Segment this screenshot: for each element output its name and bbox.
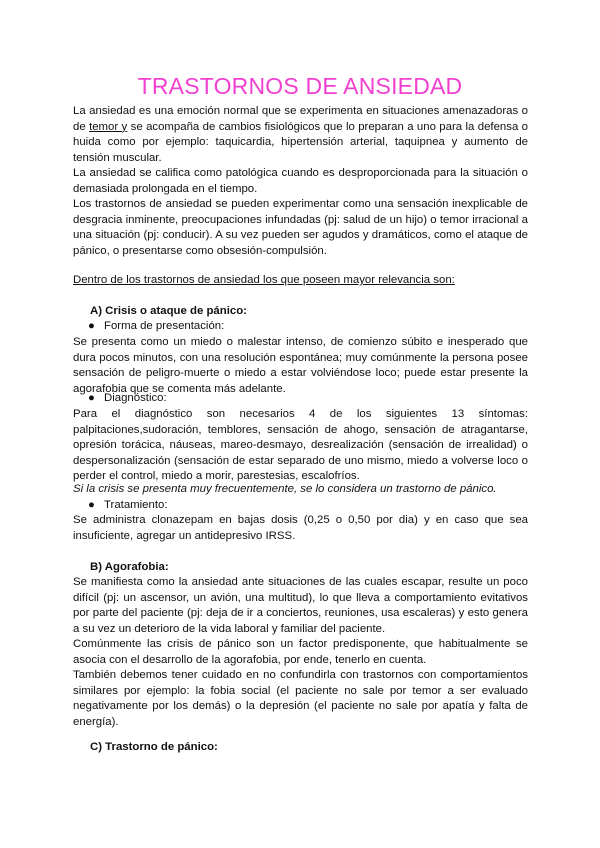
section-b-paragraph-1: Se manifiesta como la ansiedad ante situaciones de las cuales escapar, resulte un poco difícil (pj: un ascensor, un avión, una multitud), lo que lleva a comportamiento evitativos por parte del paciente (pj: deja de ir a conciertos, reuniones, usa escaleras) y esto genera a su vez un deterioro de la vida laboral y familiar del paciente. xyxy=(73,576,528,635)
document-title: TRASTORNOS DE ANSIEDAD xyxy=(137,73,463,99)
relevance-subtitle: Dentro de los trastornos de ansiedad los que poseen mayor relevancia son: xyxy=(73,274,455,286)
section-a-diagnosis-text: Para el diagnóstico son necesarios 4 de los siguientes 13 síntomas: palpitaciones,sudoración, temblores, sensación de ahogo, sensación de atragantarse, opresión torácica, náuseas, mareo-desmayo, desrealización (sensación de irrealidad) o despersonalización (sensación de estar separado de uno mismo, miedo a volverse loco o perder el control, miedo a morir, parestesias, escalofríos. xyxy=(73,408,528,483)
section-a-italic-note: Si la crisis se presenta muy frecuentemente, se lo considera un trastorno de pánico. xyxy=(73,483,497,495)
section-b-paragraph-2: Comúnmente las crisis de pánico son un factor predisponente, que habitualmente se asocia con el desarrollo de la agorafobia, por ende, tenerlo en cuenta. xyxy=(73,638,528,666)
section-b-paragraph-3: También debemos tener cuidado en no confundirla con trastornos con comportamientos similares por ejemplo: la fobia social (el paciente no sale por temor a ser evaluado negativamente por los demás) o la depresión (el paciente no sale por apatía y falta de energía). xyxy=(73,669,528,728)
bullet-icon: ● xyxy=(88,499,95,511)
section-a-presentation-text: Se presenta como un miedo o malestar intenso, de comienzo súbito e inesperado que dura pocos minutos, con una resolución espontánea; muy comúnmente la persona posee sensación de peligro-muerte o miedo a estar volviéndose loco; puede estar presente la agorafobia que se comenta más adelante. xyxy=(73,336,528,395)
section-a-heading: A) Crisis o ataque de pánico: xyxy=(90,305,247,317)
bullet-icon: ● xyxy=(88,320,95,332)
bullet-forma-presentacion: ● Forma de presentación: xyxy=(88,319,508,335)
section-b-heading: B) Agorafobia: xyxy=(90,561,169,573)
bullet-diagnostico: ● Diagnóstico: xyxy=(88,391,508,407)
section-a-treatment-text: Se administra clonazepam en bajas dosis (0,25 o 0,50 por dia) y en caso que sea insuficiente, agregar un antidepresivo IRSS. xyxy=(73,514,528,542)
section-c-heading: C) Trastorno de pánico: xyxy=(90,741,218,753)
underlined-word-temor: temor y xyxy=(89,120,128,133)
intro-paragraph-2: La ansiedad se califica como patológica cuando es desproporcionada para la situación o demasiada prolongada en el tiempo. xyxy=(73,167,528,195)
bullet-icon: ● xyxy=(88,392,95,404)
bullet-tratamiento: ● Tratamiento: xyxy=(88,498,508,514)
intro-paragraph-1: La ansiedad es una emoción normal que se experimenta en situaciones amenazadoras o de temor y se acompaña de cambios fisiológicos que lo preparan a uno para la defensa o huida como por ejemplo: taquicardia, hipertensión arterial, taquipnea y aumento de tensión muscular. xyxy=(73,105,528,164)
intro-paragraph-3: Los trastornos de ansiedad se pueden experimentar como una sensación inexplicable de desgracia inminente, preocupaciones infundadas (pj: salud de un hijo) o temor irracional a una situación (pj: conducir). A su vez pueden ser agudos y dramáticos, como el ataque de pánico, o presentarse como obsesión-compulsión. xyxy=(73,198,528,257)
